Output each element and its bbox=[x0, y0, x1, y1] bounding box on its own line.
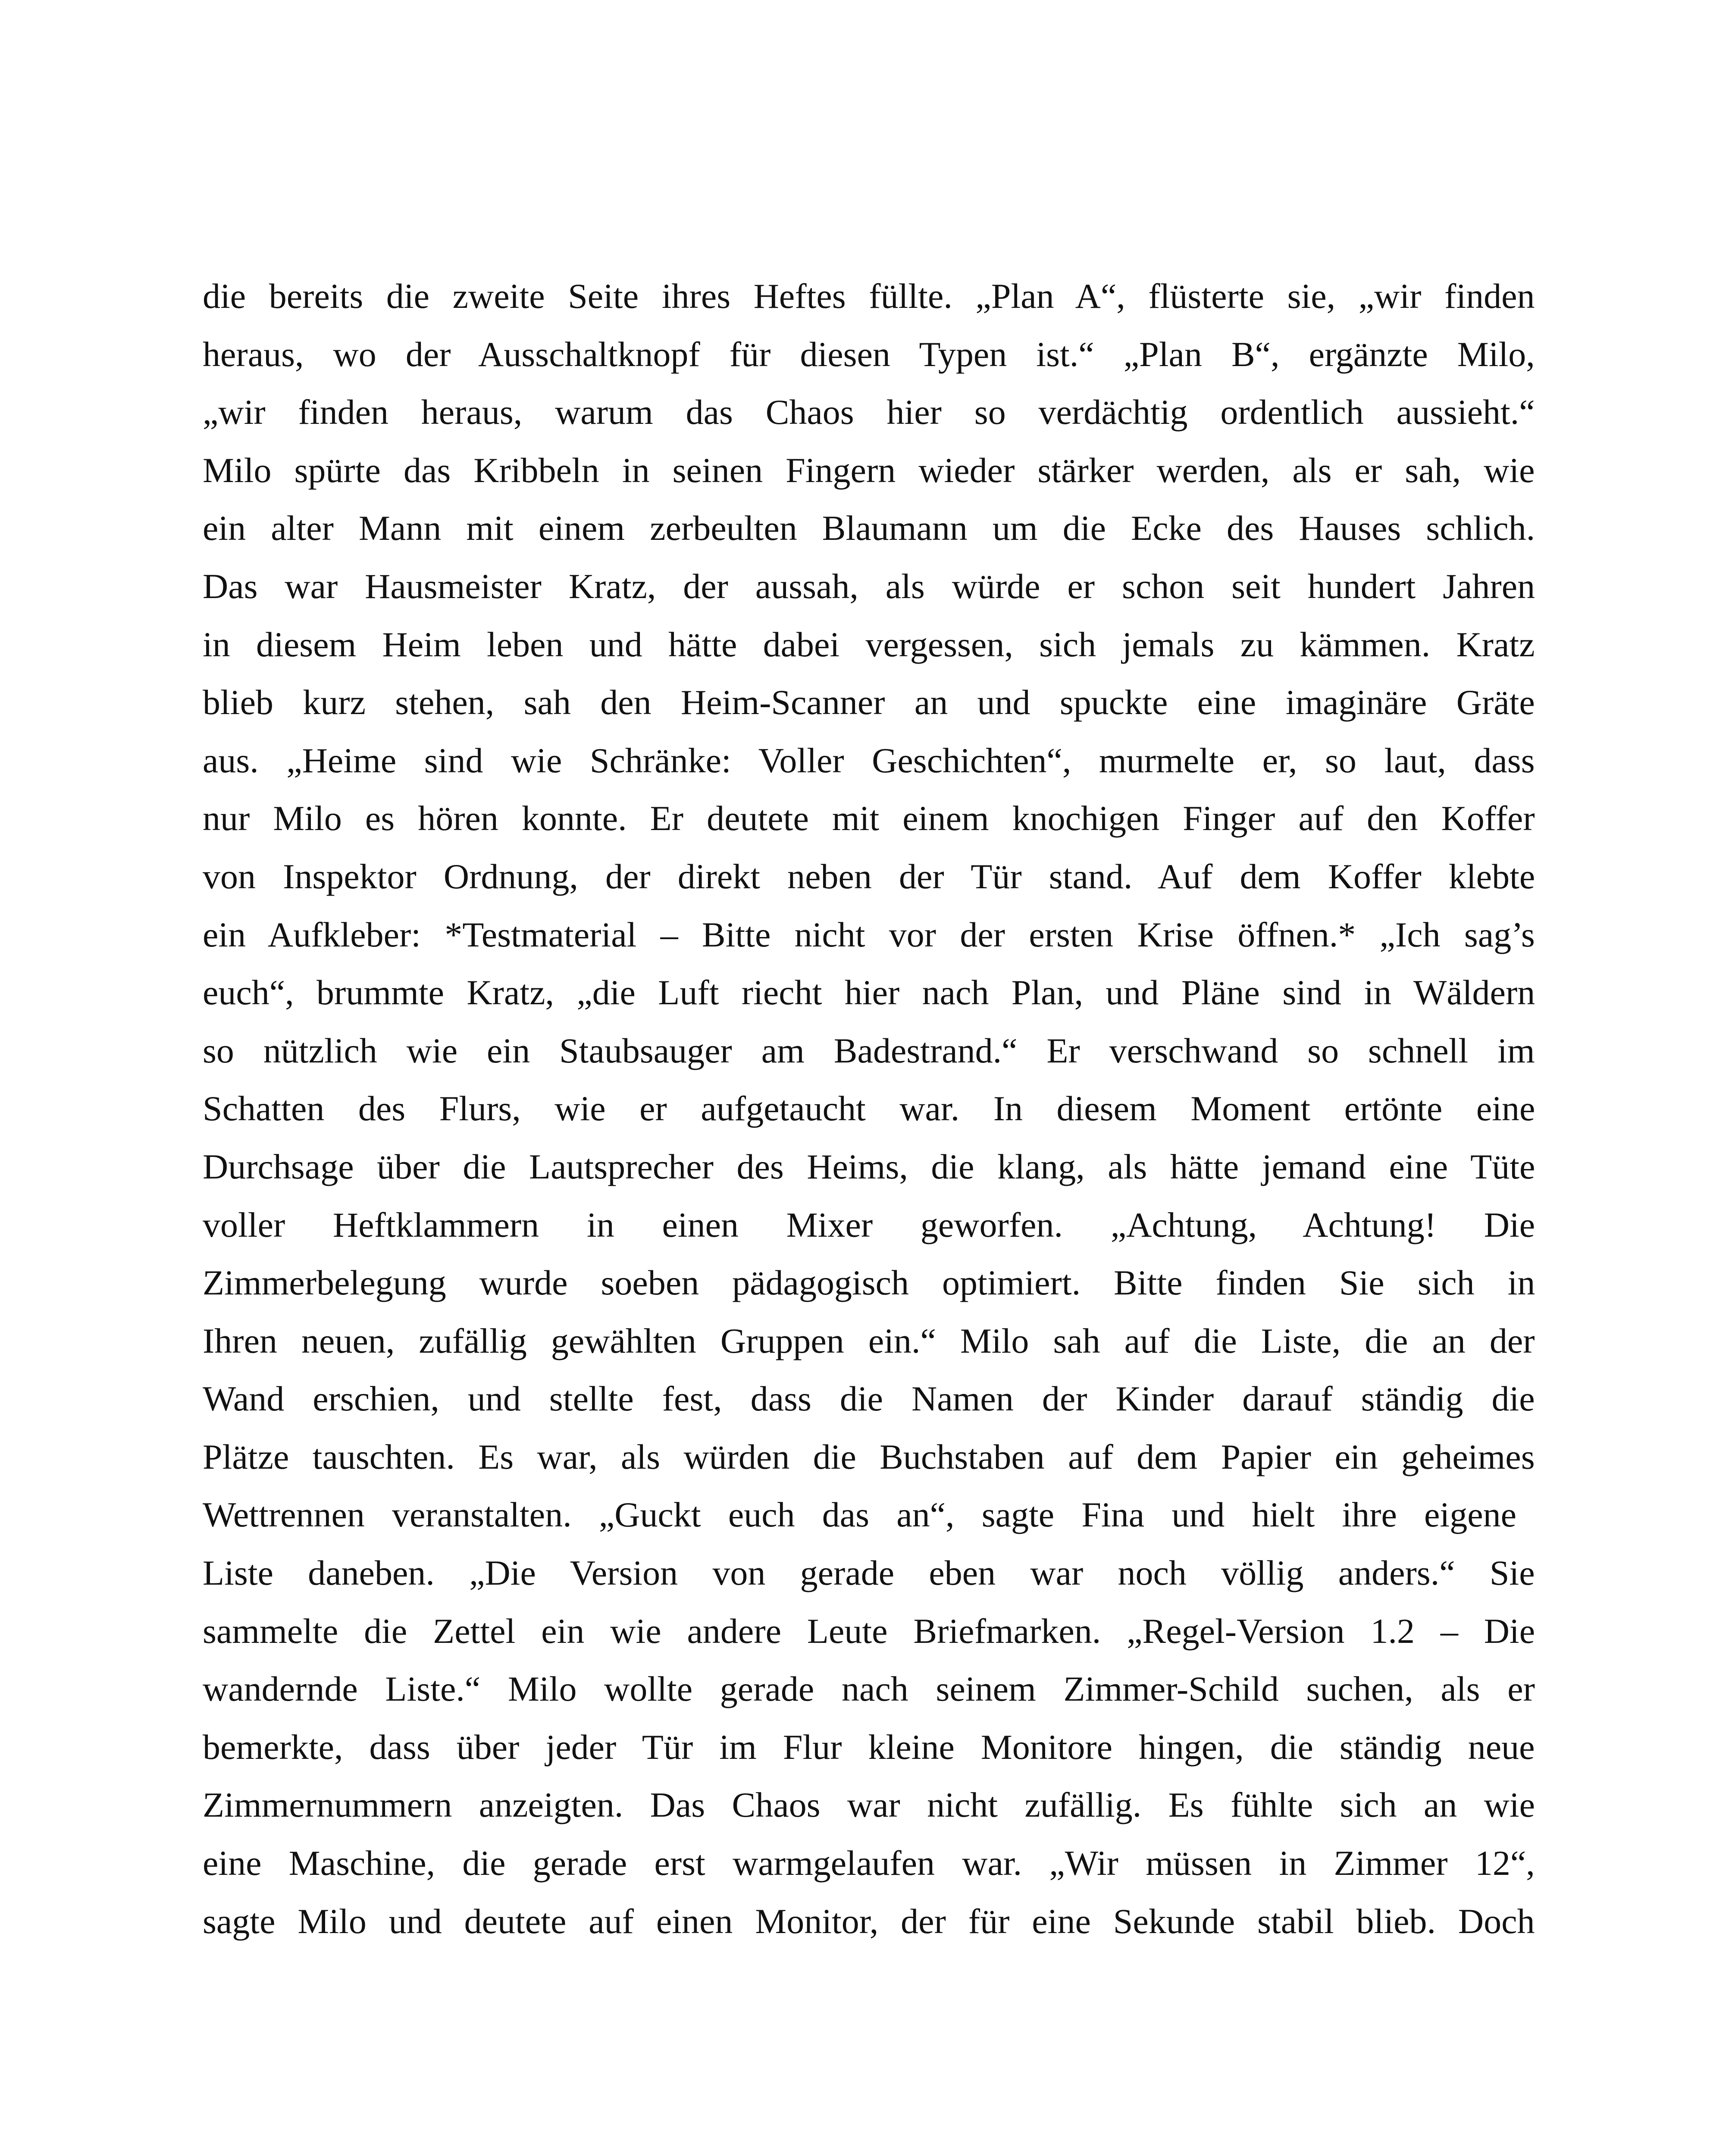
body-text bbox=[203, 267, 1535, 1950]
text-line: euch“, brummte Kratz, „die Luft riecht hier nach Plan, und Pläne sind in Wäldern bbox=[203, 973, 1535, 1012]
text-line: wandernde Liste.“ Milo wollte gerade nach seinem Zimmer-Schild suchen, als er bbox=[203, 1669, 1535, 1709]
text-line: Schatten des Flurs, wie er aufgetaucht war. In diesem Moment ertönte eine bbox=[203, 1089, 1535, 1128]
text-line: Durchsage über die Lautsprecher des Heims, die klang, als hätte jemand eine Tüte bbox=[203, 1147, 1535, 1186]
text-line: Zimmernummern anzeigten. Das Chaos war nicht zufällig. Es fühlte sich an wie bbox=[203, 1785, 1535, 1825]
text-line: blieb kurz stehen, sah den Heim-Scanner an und spuckte eine imaginäre Gräte bbox=[203, 683, 1535, 722]
text-line: aus. „Heime sind wie Schränke: Voller Geschichten“, murmelte er, so laut, dass bbox=[203, 740, 1535, 780]
text-line: so nützlich wie ein Staubsauger am Badestrand.“ Er verschwand so schnell im bbox=[203, 1031, 1535, 1070]
text-line: die bereits die zweite Seite ihres Heftes füllte. „Plan A“, flüsterte sie, „wir finden bbox=[203, 276, 1535, 316]
text-line: Das war Hausmeister Kratz, der aussah, als würde er schon seit hundert Jahren bbox=[203, 566, 1535, 606]
text-line: heraus, wo der Ausschaltknopf für diesen Typen ist.“ „Plan B“, ergänzte Milo, bbox=[203, 334, 1535, 374]
text-line: sagte Milo und deutete auf einen Monitor, der für eine Sekunde stabil blieb. Doch bbox=[203, 1901, 1535, 1941]
text-line: „wir finden heraus, warum das Chaos hier so verdächtig ordentlich aussieht.“ bbox=[203, 392, 1535, 432]
text-line: von Inspektor Ordnung, der direkt neben der Tür stand. Auf dem Koffer klebte bbox=[203, 856, 1535, 896]
text-line: Zimmerbelegung wurde soeben pädagogisch optimiert. Bitte finden Sie sich in bbox=[203, 1263, 1535, 1303]
text-line: Liste daneben. „Die Version von gerade eben war noch völlig anders.“ Sie bbox=[203, 1553, 1535, 1593]
text-line: Wand erschien, und stellte fest, dass die Namen der Kinder darauf ständig die bbox=[203, 1379, 1535, 1419]
text-line: sammelte die Zettel ein wie andere Leute Briefmarken. „Regel-Version 1.2 – Die bbox=[203, 1611, 1535, 1651]
text-line: Ihren neuen, zufällig gewählten Gruppen ein.“ Milo sah auf die Liste, die an der bbox=[203, 1321, 1535, 1360]
text-line: Wettrennen veranstalten. „Guckt euch das an“, sagte Fina und hielt ihre eigene bbox=[203, 1495, 1517, 1535]
text-line: in diesem Heim leben und hätte dabei vergessen, sich jemals zu kämmen. Kratz bbox=[203, 624, 1535, 664]
text-line: Milo spürte das Kribbeln in seinen Fingern wieder stärker werden, als er sah, wie bbox=[203, 450, 1535, 490]
text-line: ein alter Mann mit einem zerbeulten Blaumann um die Ecke des Hauses schlich. bbox=[203, 508, 1535, 548]
text-line: voller Heftklammern in einen Mixer geworfen. „Achtung, Achtung! Die bbox=[203, 1205, 1535, 1244]
text-line: eine Maschine, die gerade erst warmgelaufen war. „Wir müssen in Zimmer 12“, bbox=[203, 1843, 1535, 1883]
text-line: bemerkte, dass über jeder Tür im Flur kleine Monitore hingen, die ständig neue bbox=[203, 1727, 1535, 1767]
text-line: Plätze tauschten. Es war, als würden die Buchstaben auf dem Papier ein geheimes bbox=[203, 1437, 1535, 1476]
text-line: ein Aufkleber: *Testmaterial – Bitte nicht vor der ersten Krise öffnen.* „Ich sag’s bbox=[203, 915, 1535, 954]
text-line: nur Milo es hören konnte. Er deutete mit einem knochigen Finger auf den Koffer bbox=[203, 799, 1535, 838]
